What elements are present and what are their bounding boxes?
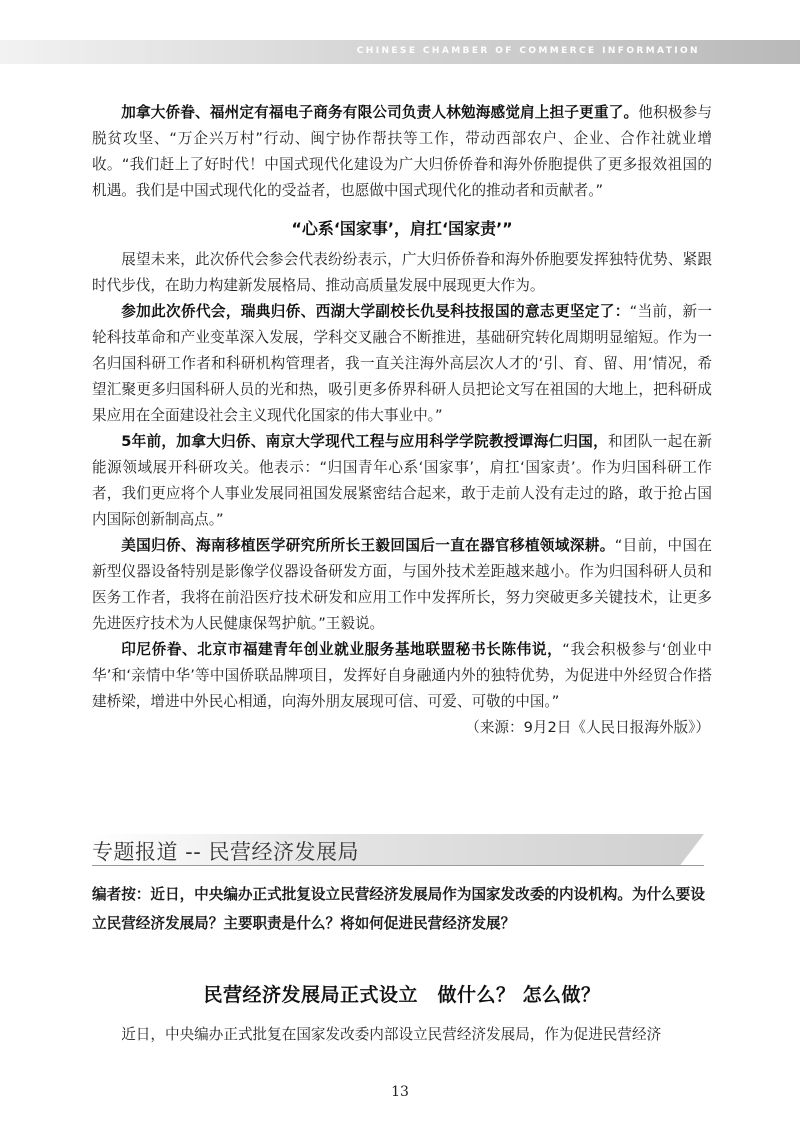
paragraph-lead: 参加此次侨代会，瑞典归侨、西湖大学副校长仇旻科技报国的意志更坚定了： [121, 303, 630, 320]
subheading-block [92, 216, 712, 242]
paragraph-lin-mianhai [92, 100, 712, 204]
article-intro-block [92, 1022, 712, 1048]
paragraph-lead: 加拿大侨眷、福州定有福电子商务有限公司负责人林勉海感觉肩上担子更重了。 [121, 104, 639, 121]
section-banner [92, 834, 704, 866]
paragraph-lead: 5年前，加拿大归侨、南京大学现代工程与应用科学学院教授谭海仁归国， [121, 433, 609, 450]
paragraph-text: 和团队一起在新能源领域展开科研攻关。他表示：“归国青年心系‘国家事’，肩扛‘国家责’。作为归国科研工作者，我们更应将个人事业发展同祖国发展紧密结合起来，敢于走前人没有走过的路，敢于抢占国内国际创新制高点。” [92, 433, 712, 528]
paragraph-text: 他积极参与脱贫攻坚、“万企兴万村”行动、闽宁协作帮扶等工作，带动西部农户、企业、合作社就业增收。“我们赶上了好时代！中国式现代化建设为广大归侨侨眷和海外侨胞提供了更多报效祖国的机遇。我们是中国式现代化的受益者，也愿做中国式现代化的推动者和贡献者。” [92, 104, 712, 199]
article-body-middle [92, 247, 712, 741]
section-title: 专题报道 -- 民营经济发展局 [92, 840, 360, 864]
paragraph-text: “目前，中国在新型仪器设备特别是影像学仪器设备研发方面，与国外技术差距越来越小。作为归国科研人员和医务工作者，我将在前沿医疗技术研发和应用工作中发挥所长，努力突破更多关键技术，让更多先进医疗技术为人民健康保驾护航。”王毅说。 [92, 537, 712, 632]
editor-note: 编者按：近日，中央编办正式批复设立民营经济发展局作为国家发改委的内设机构。为什么要设立民营经济发展局？主要职责是什么？将如何促进民营经济发展？ [92, 886, 705, 932]
paragraph-chen-wei [92, 637, 712, 715]
page-number: 13 [391, 1084, 409, 1100]
paragraph-text: 展望未来，此次侨代会参会代表纷纷表示，广大归侨侨眷和海外侨胞要发挥独特优势、紧跟时代步伐，在助力构建新发展格局、推动高质量发展中展现更大作为。 [92, 251, 712, 294]
paragraph-lead: 印尼侨眷、北京市福建青年创业就业服务基地联盟秘书长陈伟说， [121, 641, 563, 658]
article-body-top [92, 100, 712, 204]
subheading: “心系‘国家事’，肩扛‘国家责’” [291, 219, 513, 238]
article-title: 民营经济发展局正式设立 做什么？ 怎么做？ [203, 984, 601, 1006]
paragraph-text: “当前，新一轮科技革命和产业变革深入发展，学科交叉融合不断推进，基础研究转化周期明显缩短。作为一名归国科研工作者和科研机构管理者，我一直关注海外高层次人才的‘引、育、留、用’情况，希望汇聚更多归国科研人员的光和热，吸引更多侨界科研人员把论文写在祖国的大地上，把科研成果应用在全面建设社会主义现代化国家的伟大事业中。” [92, 303, 712, 424]
paragraph-tan-hairen [92, 429, 712, 533]
editor-note-block [92, 880, 712, 938]
paragraph-qiu-min [92, 299, 712, 429]
paragraph-text: “我会积极参与‘创业中华’和‘亲情中华’等中国侨联品牌项目，发挥好自身融通内外的独特优势，为促进中外经贸合作搭建桥梁，增进中外民心相通，向海外朋友展现可信、可爱、可敬的中国。” [92, 641, 712, 710]
publication-header: CHINESE CHAMBER OF COMMERCE INFORMATION [356, 46, 700, 56]
paragraph-outlook [92, 247, 712, 299]
article-first-line: 近日，中央编办正式批复在国家发改委内部设立民营经济发展局，作为促进民营经济 [121, 1026, 662, 1043]
paragraph-wang-yi [92, 533, 712, 637]
paragraph-lead: 美国归侨、海南移植医学研究所所长王毅回国后一直在器官移植领域深耕。 [121, 537, 615, 554]
source-citation: （来源：9月2日《人民日报海外版》） [465, 719, 710, 736]
